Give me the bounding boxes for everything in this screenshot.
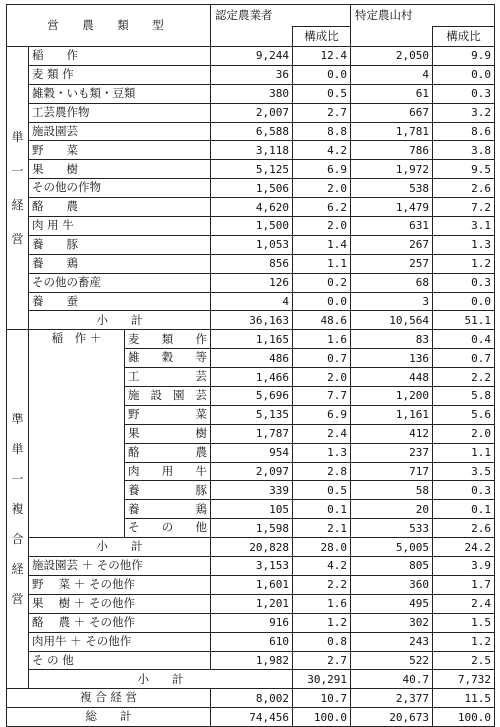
- row-label: 小 計: [29, 538, 211, 557]
- row-label: 雑 穀 等: [125, 349, 211, 368]
- specified-count: 4: [351, 65, 433, 84]
- certified-ratio: 6.9: [293, 405, 351, 424]
- certified-ratio: 0.1: [293, 500, 351, 519]
- group-label-semi-char: 営: [11, 592, 24, 607]
- group-label-semi-char: 一: [11, 472, 24, 487]
- specified-count: 10,564: [351, 311, 433, 330]
- certified-count: 1,506: [211, 179, 293, 198]
- row-label: 小 計: [29, 311, 211, 330]
- certified-count: 1,500: [211, 217, 293, 236]
- row-label: 野 菜 ＋ その他作: [29, 575, 211, 594]
- certified-ratio: 6.9: [293, 160, 351, 179]
- row-label: 麦 類 作: [29, 65, 211, 84]
- certified-ratio: 1.3: [293, 443, 351, 462]
- certified-ratio: 1.2: [293, 613, 351, 632]
- specified-ratio: 0.3: [433, 481, 495, 500]
- certified-ratio: 1.4: [293, 235, 351, 254]
- row-label: 酪 農: [125, 443, 211, 462]
- total-row: [7, 708, 495, 727]
- specified-count: 717: [351, 462, 433, 481]
- specified-count: 448: [351, 368, 433, 387]
- certified-count: 916: [211, 613, 293, 632]
- certified-count: 1,598: [211, 519, 293, 538]
- certified-count: 1,601: [211, 575, 293, 594]
- row-label: 肉 用 牛: [125, 462, 211, 481]
- certified-count: 3,118: [211, 141, 293, 160]
- row-label: 養 豚: [125, 481, 211, 500]
- subtotal-row: [7, 670, 495, 689]
- specified-ratio: 3.9: [433, 557, 495, 576]
- specified-count: 5,005: [351, 538, 433, 557]
- certified-count: 5,135: [211, 405, 293, 424]
- row-label: 総 計: [7, 708, 211, 727]
- table-row: [7, 557, 495, 576]
- specified-count: 631: [351, 217, 433, 236]
- certified-ratio: 4.2: [293, 557, 351, 576]
- certified-count: 20,828: [211, 538, 293, 557]
- specified-ratio: 5.6: [433, 405, 495, 424]
- certified-ratio: 10.7: [293, 689, 351, 708]
- table-row: [7, 330, 495, 349]
- specified-ratio: 1.7: [433, 575, 495, 594]
- row-label: 施設園芸: [125, 387, 211, 406]
- specified-count: 538: [351, 179, 433, 198]
- certified-count: 610: [211, 632, 293, 651]
- row-label: 施設園芸: [29, 122, 211, 141]
- group-label-single: [7, 47, 29, 330]
- specified-ratio: 2.6: [433, 519, 495, 538]
- certified-ratio: 0.2: [293, 273, 351, 292]
- certified-count: 6,588: [211, 122, 293, 141]
- specified-ratio: 9.5: [433, 160, 495, 179]
- certified-ratio: 1.1: [293, 254, 351, 273]
- group-label-semi: [7, 330, 29, 689]
- specified-ratio: 11.5: [433, 689, 495, 708]
- table-row: [7, 179, 495, 198]
- specified-ratio: 2.5: [433, 651, 495, 670]
- group-label-single-char: 経: [11, 198, 24, 213]
- table-row: [7, 254, 495, 273]
- row-label: 養 鶏: [29, 254, 211, 273]
- header-certified-blank: [211, 27, 293, 47]
- certified-ratio: 0.7: [293, 349, 351, 368]
- specified-count: 20,673: [351, 708, 433, 727]
- certified-ratio: 2.1: [293, 519, 351, 538]
- specified-ratio: 0.4: [433, 330, 495, 349]
- row-label: 養 蚕: [29, 292, 211, 311]
- certified-ratio: 28.0: [293, 538, 351, 557]
- specified-count: 1,479: [351, 198, 433, 217]
- specified-count: 2,050: [351, 47, 433, 66]
- certified-count: 1,165: [211, 330, 293, 349]
- specified-ratio: 2.2: [433, 368, 495, 387]
- certified-count: 30,291: [293, 670, 351, 689]
- row-label: 野 菜: [29, 141, 211, 160]
- specified-ratio: 2.0: [433, 424, 495, 443]
- group-label-semi-char: 経: [11, 562, 24, 577]
- table-body: [7, 5, 495, 727]
- certified-count: 1,201: [211, 594, 293, 613]
- table-row: [7, 651, 495, 670]
- certified-count: 3,153: [211, 557, 293, 576]
- row-label: そ の 他: [29, 651, 211, 670]
- row-label: 稲 作: [29, 47, 211, 66]
- specified-ratio: 3.2: [433, 103, 495, 122]
- specified-count: 667: [351, 103, 433, 122]
- row-label: 果 樹 ＋ その他作: [29, 594, 211, 613]
- specified-ratio: 0.7: [433, 349, 495, 368]
- row-label: 養 鶏: [125, 500, 211, 519]
- specified-ratio: 8.6: [433, 122, 495, 141]
- certified-count: 856: [211, 254, 293, 273]
- certified-ratio: 40.7: [351, 670, 433, 689]
- specified-ratio: 2.6: [433, 179, 495, 198]
- specified-ratio: 0.3: [433, 84, 495, 103]
- header-specified: 特定農山村: [351, 5, 495, 27]
- specified-ratio: 51.1: [433, 311, 495, 330]
- certified-count: 105: [211, 500, 293, 519]
- row-label: 肉 用 牛: [29, 217, 211, 236]
- group-label-semi-char: 合: [11, 532, 24, 547]
- specified-ratio: 1.2: [433, 632, 495, 651]
- row-label: 野 菜: [125, 405, 211, 424]
- table-row: [7, 84, 495, 103]
- specified-count: 786: [351, 141, 433, 160]
- certified-count: 9,244: [211, 47, 293, 66]
- group-label-semi-char: 準: [11, 412, 24, 427]
- specified-ratio: 5.8: [433, 387, 495, 406]
- certified-count: 1,466: [211, 368, 293, 387]
- specified-count: 2,377: [351, 689, 433, 708]
- specified-ratio: 1.3: [433, 235, 495, 254]
- row-label: 果 樹: [29, 160, 211, 179]
- specified-ratio: 3.5: [433, 462, 495, 481]
- certified-count: 36,163: [211, 311, 293, 330]
- table-row: [7, 47, 495, 66]
- complex-row: [7, 689, 495, 708]
- certified-count: 2,007: [211, 103, 293, 122]
- group-label-single-char: 単: [11, 130, 24, 145]
- header-certified-ratio: 構成比: [293, 27, 351, 47]
- specified-ratio: 0.1: [433, 500, 495, 519]
- certified-ratio: 2.4: [293, 424, 351, 443]
- specified-ratio: 24.2: [433, 538, 495, 557]
- specified-count: 83: [351, 330, 433, 349]
- table-row: [7, 122, 495, 141]
- specified-count: 68: [351, 273, 433, 292]
- certified-ratio: 100.0: [293, 708, 351, 727]
- certified-ratio: 4.2: [293, 141, 351, 160]
- specified-count: 533: [351, 519, 433, 538]
- certified-ratio: 0.0: [293, 65, 351, 84]
- certified-count: 36: [211, 65, 293, 84]
- subtotal-row: [7, 311, 495, 330]
- row-label: 麦 類 作: [125, 330, 211, 349]
- certified-count: 1,787: [211, 424, 293, 443]
- row-label: 酪 農 ＋ その他作: [29, 613, 211, 632]
- certified-count: 2,097: [211, 462, 293, 481]
- row-label: その他の畜産: [29, 273, 211, 292]
- specified-count: 61: [351, 84, 433, 103]
- specified-count: 1,161: [351, 405, 433, 424]
- certified-count: 4: [211, 292, 293, 311]
- specified-ratio: 100.0: [433, 708, 495, 727]
- group-label-semi-char: 複: [11, 502, 24, 517]
- table-row: [7, 594, 495, 613]
- row-label: 果 樹: [125, 424, 211, 443]
- specified-count: 1,781: [351, 122, 433, 141]
- row-label: 肉用牛 ＋ その他作: [29, 632, 211, 651]
- specified-ratio: 0.0: [433, 65, 495, 84]
- certified-count: 5,125: [211, 160, 293, 179]
- specified-ratio: 7.2: [433, 198, 495, 217]
- certified-ratio: 0.5: [293, 84, 351, 103]
- table-row: [7, 198, 495, 217]
- specified-count: 20: [351, 500, 433, 519]
- subtotal-row: [7, 538, 495, 557]
- table-row: [7, 575, 495, 594]
- specified-ratio: 3.8: [433, 141, 495, 160]
- group-label-single-char: 営: [11, 232, 24, 247]
- specified-count: 412: [351, 424, 433, 443]
- certified-ratio: 2.2: [293, 575, 351, 594]
- specified-ratio: 1.2: [433, 254, 495, 273]
- specified-count: 495: [351, 594, 433, 613]
- certified-ratio: 2.7: [293, 651, 351, 670]
- specified-ratio: 3.1: [433, 217, 495, 236]
- row-label: 雑穀・いも類・豆類: [29, 84, 211, 103]
- table-row: [7, 632, 495, 651]
- specified-count: 1,972: [351, 160, 433, 179]
- certified-count: 74,456: [211, 708, 293, 727]
- certified-ratio: 0.0: [293, 292, 351, 311]
- row-label: 施設園芸 ＋ その他作: [29, 557, 211, 576]
- certified-ratio: 2.0: [293, 179, 351, 198]
- specified-ratio: 9.9: [433, 47, 495, 66]
- row-label: 工 芸: [125, 368, 211, 387]
- specified-count: 1,200: [351, 387, 433, 406]
- certified-count: 126: [211, 273, 293, 292]
- specified-ratio: 0.0: [433, 292, 495, 311]
- table-row: [7, 160, 495, 179]
- rice-prefix: 稲 作 ＋: [29, 330, 125, 538]
- certified-count: 486: [211, 349, 293, 368]
- specified-count: 3: [351, 292, 433, 311]
- row-label: 工芸農作物: [29, 103, 211, 122]
- header-type: 営 農 類 型: [7, 5, 211, 47]
- certified-ratio: 6.2: [293, 198, 351, 217]
- farm-management-table: [6, 4, 495, 727]
- row-label: 養 豚: [29, 235, 211, 254]
- specified-count: 805: [351, 557, 433, 576]
- specified-count: 243: [351, 632, 433, 651]
- certified-count: 380: [211, 84, 293, 103]
- table-row: [7, 65, 495, 84]
- certified-ratio: 8.8: [293, 122, 351, 141]
- certified-count: 4,620: [211, 198, 293, 217]
- certified-count: 339: [211, 481, 293, 500]
- group-label-single-char: 一: [11, 164, 24, 179]
- table-row: [7, 235, 495, 254]
- table-row: [7, 292, 495, 311]
- specified-count: 302: [351, 613, 433, 632]
- row-label: そ の 他: [125, 519, 211, 538]
- certified-count: 1,053: [211, 235, 293, 254]
- group-label-semi-char: 単: [11, 442, 24, 457]
- table-row: [7, 217, 495, 236]
- specified-count: 7,732: [433, 670, 495, 689]
- specified-count: 136: [351, 349, 433, 368]
- certified-ratio: 1.6: [293, 594, 351, 613]
- specified-count: 257: [351, 254, 433, 273]
- specified-ratio: 0.3: [433, 273, 495, 292]
- table-row: [7, 103, 495, 122]
- row-label: その他の作物: [29, 179, 211, 198]
- certified-ratio: 12.4: [293, 47, 351, 66]
- specified-ratio: 2.4: [433, 594, 495, 613]
- header-specified-ratio: 構成比: [433, 27, 495, 47]
- specified-ratio: 1.5: [433, 613, 495, 632]
- specified-count: 522: [351, 651, 433, 670]
- row-label: 複 合 経 営: [7, 689, 211, 708]
- certified-ratio: 2.7: [293, 103, 351, 122]
- row-label: 酪 農: [29, 198, 211, 217]
- specified-count: 360: [351, 575, 433, 594]
- certified-ratio: 2.0: [293, 368, 351, 387]
- certified-count: 1,982: [211, 651, 293, 670]
- certified-count: 5,696: [211, 387, 293, 406]
- certified-ratio: 2.0: [293, 217, 351, 236]
- header-row-1: [7, 5, 495, 27]
- specified-count: 267: [351, 235, 433, 254]
- header-specified-blank: [351, 27, 433, 47]
- certified-ratio: 0.8: [293, 632, 351, 651]
- certified-count: 954: [211, 443, 293, 462]
- header-certified: 認定農業者: [211, 5, 351, 27]
- certified-ratio: 2.8: [293, 462, 351, 481]
- certified-ratio: 1.6: [293, 330, 351, 349]
- specified-ratio: 1.1: [433, 443, 495, 462]
- specified-count: 237: [351, 443, 433, 462]
- certified-count: 8,002: [211, 689, 293, 708]
- table-row: [7, 141, 495, 160]
- row-label: 小 計: [29, 670, 293, 689]
- specified-count: 58: [351, 481, 433, 500]
- certified-ratio: 48.6: [293, 311, 351, 330]
- certified-ratio: 7.7: [293, 387, 351, 406]
- certified-ratio: 0.5: [293, 481, 351, 500]
- table-row: [7, 273, 495, 292]
- table-row: [7, 613, 495, 632]
